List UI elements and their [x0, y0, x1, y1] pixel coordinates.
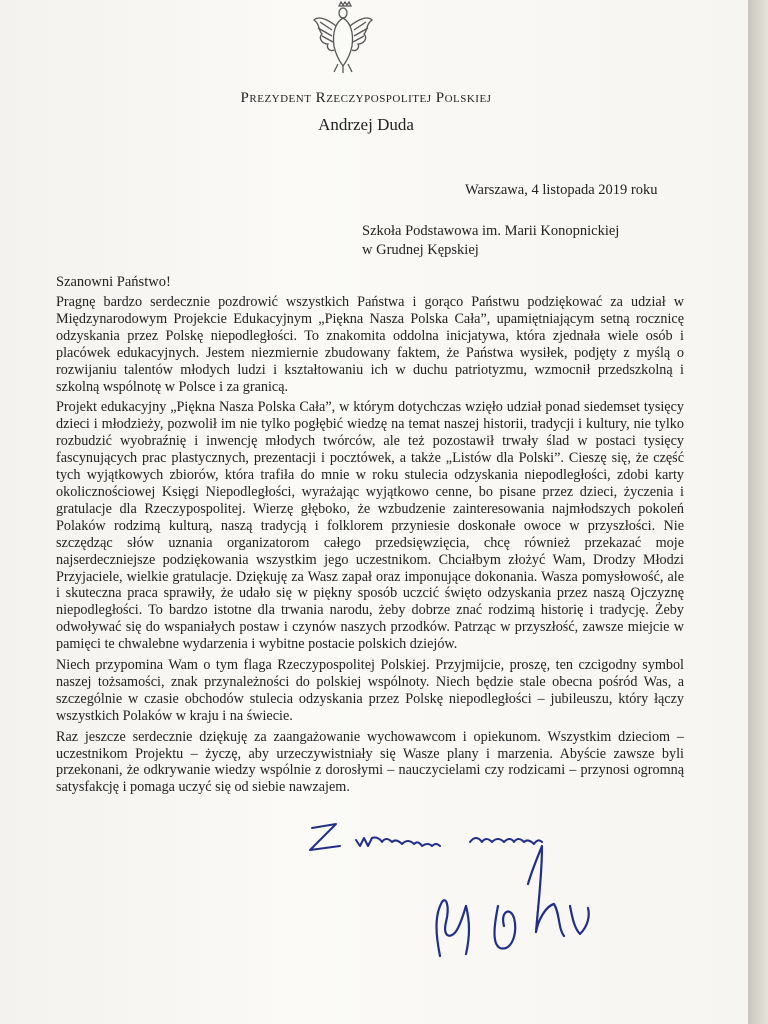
- paragraph: Raz jeszcze serdecznie dziękuję za zaangażowanie wychowawcom i opiekunom. Wszystkim dzieciom – uczestnikom Projektu – życzę, aby urzeczywistniały się Wasze plany i marzenia. Abyście zawsze byli przekonani, że odkrywanie wiedzy wspólnie z dorosłymi – nauczycielami czy rodzicami – przynosi ogromną satysfakcję i pomaga uczyć się od siebie nawzajem.: [56, 728, 684, 796]
- paragraph: Projekt edukacyjny „Piękna Nasza Polska Cała”, w którym dotychczas wzięło udział ponad siedemset tysięcy dzieci i młodzieży, pozwolił im nie tylko pogłębić wiedzę na temat naszej historii, tradycji i kultury, nie tylko rozbudzić wyobraźnię i inwencję młodych twórców, ale też pozostawił trwały ślad w postaci tysięcy fascynujących prac plastycznych, prezentacji i pocztówek, a także „Listów dla Polski”. Cieszę się, że część tych wyjątkowych zbiorów, która trafiła do mnie w roku stulecia odzyskania niepodległości, zdobi karty okolicznościowej Księgi Niepodległości, wyrażając wyjątkowo cenne, bo pisane przez dzieci, życzenia i gratulacje dla Rzeczypospolitej. Wierzę głęboko, że wzbudzenie zainteresowania najmłodszych pokoleń Polaków rodzimą kulturą, naszą tradycją i folklorem przyniesie doskonałe owoce w przyszłości. Nie szczędząc słów uznania organizatorom całego przedsięwzięcia, chcę również przekazać moje najserdeczniejsze podziękowania wszystkim jego uczestnikom. Chciałbym złożyć Wam, Drodzy Młodzi Przyjaciele, wielkie gratulacje. Dziękuję za Wasz zapał oraz imponujące dokonania. Wasza pomysłowość, ale i skuteczna praca sprawiły, że udało się w piękny sposób uczcić święto odzyskania przez naszą Ojczyznę niepodległości. To bardzo istotne dla trwania narodu, żeby dobrze znać rodzimą historię i tradycję. Żeby odwoływać się do wspaniałych postaw i czynów naszych przodków. Patrząc w przyszłość, zawsze miejcie w pamięci te chwalebne wydarzenia i wybitne postacie polskich dziejów.: [56, 399, 684, 653]
- eagle-emblem-icon: [312, 0, 374, 74]
- recipient-line-1: Szkoła Podstawowa im. Marii Konopnickiej: [362, 223, 620, 239]
- letter-body: [56, 294, 684, 800]
- page-edge: [748, 0, 768, 1024]
- letterhead-office: Prezydent Rzeczypospolitej Polskiej: [240, 90, 492, 106]
- letterhead-name: Andrzej Duda: [318, 115, 414, 134]
- recipient-address: [362, 222, 619, 260]
- signature: [420, 836, 620, 966]
- salutation: Szanowni Państwo!: [56, 274, 171, 290]
- paragraph: Niech przypomina Wam o tym flaga Rzeczypospolitej Polskiej. Przyjmijcie, proszę, ten czcigodny symbol naszej tożsamości, znak przynależności do polskiej wspólnoty. Niech będzie stale obecna pośród Was, a szczególnie w czasie obchodów stulecia odzyskania przez Polskę niepodległości – jubileuszu, który łączy wszystkich Polaków w kraju i na świecie.: [56, 657, 684, 724]
- date-line: Warszawa, 4 listopada 2019 roku: [465, 182, 658, 198]
- paragraph: Pragnę bardzo serdecznie pozdrowić wszystkich Państwa i gorąco Państwu podziękować za udział w Międzynarodowym Projekcie Edukacyjnym „Piękna Nasza Polska Cała”, upamiętniającym setną rocznicę odzyskania przez Polskę niepodległości. To znakomita oddolna inicjatywa, która zjednała wiele osób i placówek edukacyjnych. Jestem niezmiernie zbudowany faktem, że Państwa wysiłek, podjęty z myślą o rozwijaniu talentów młodych ludzi i kształtowaniu ich w duchu patriotyzmu, wzmocnił przedszkolną i szkolną wspólnotę w Polsce i za granicą.: [56, 294, 684, 395]
- recipient-line-2: w Grudnej Kępskiej: [362, 242, 479, 258]
